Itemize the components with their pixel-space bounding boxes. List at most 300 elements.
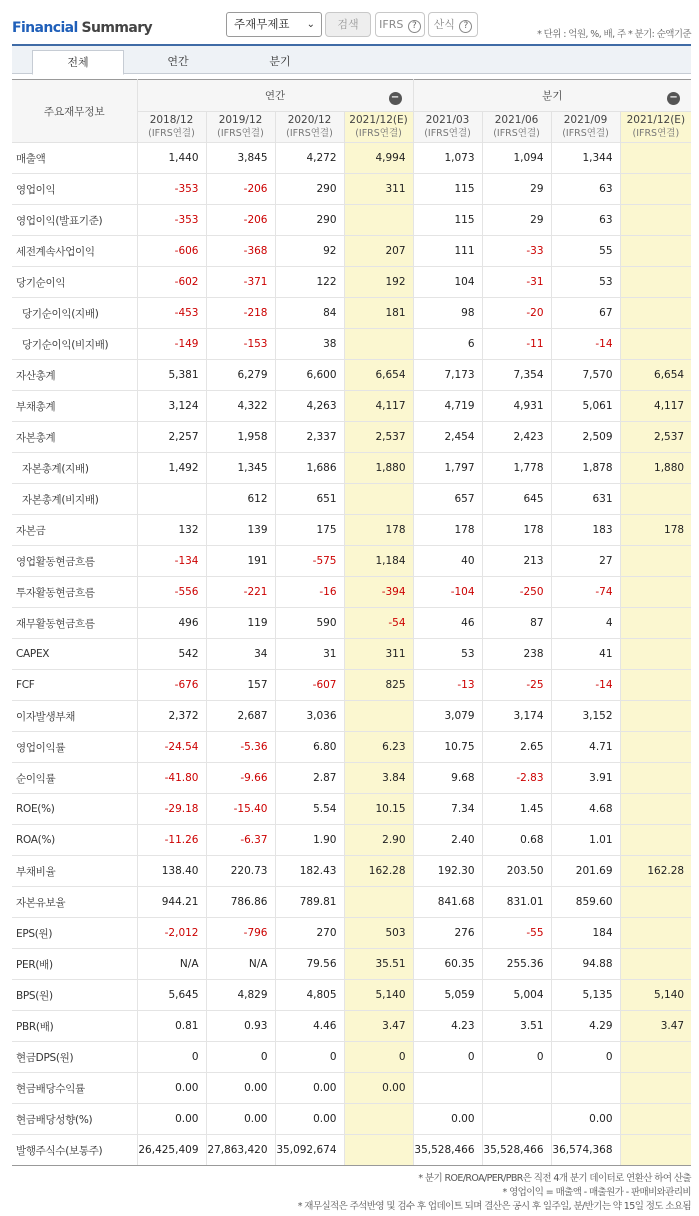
table-cell: 115 — [413, 174, 482, 205]
table-cell: 7,173 — [413, 360, 482, 391]
table-cell: 4,117 — [344, 391, 413, 422]
table-row — [12, 825, 691, 856]
ifrs-help-button[interactable] — [375, 12, 425, 37]
table-cell: 1,686 — [275, 453, 344, 484]
table-cell: 2.90 — [344, 825, 413, 856]
table-cell — [620, 639, 691, 670]
table-cell: -25 — [482, 670, 551, 701]
table-cell: -14 — [551, 329, 620, 360]
table-cell: 183 — [551, 515, 620, 546]
table-cell: -2.83 — [482, 763, 551, 794]
footnote: * 재무실적은 주석반영 및 검수 후 업데이트 되며 결산은 공시 후 일주일, 분/반기는 약 15일 정도 소요됨 — [297, 1201, 691, 1212]
row-label: 자산총계 — [12, 360, 137, 391]
ifrs-label: IFRS — [379, 18, 404, 31]
table-cell — [620, 763, 691, 794]
table-cell: 645 — [482, 484, 551, 515]
table-cell — [620, 174, 691, 205]
row-label: 당기순이익(비지배) — [12, 329, 137, 360]
table-row — [12, 577, 691, 608]
table-cell: 1.01 — [551, 825, 620, 856]
table-cell: 60.35 — [413, 949, 482, 980]
table-cell: 36,574,368 — [551, 1135, 620, 1166]
table-cell: 2,687 — [206, 701, 275, 732]
table-cell: 1.90 — [275, 825, 344, 856]
table-cell: 311 — [344, 174, 413, 205]
table-cell — [620, 701, 691, 732]
table-cell: 182.43 — [275, 856, 344, 887]
table-cell: 4,272 — [275, 143, 344, 174]
table-cell: 0.00 — [275, 1104, 344, 1135]
table-cell: 0.00 — [206, 1073, 275, 1104]
table-cell: 27,863,420 — [206, 1135, 275, 1166]
period-tabs — [12, 44, 691, 74]
table-cell: 10.15 — [344, 794, 413, 825]
table-cell: -607 — [275, 670, 344, 701]
table-cell: -104 — [413, 577, 482, 608]
table-row — [12, 205, 691, 236]
table-cell: 290 — [275, 205, 344, 236]
table-cell: 31 — [275, 639, 344, 670]
table-cell: 1,492 — [137, 453, 206, 484]
table-cell: 944.21 — [137, 887, 206, 918]
table-cell — [620, 825, 691, 856]
formula-label: 산식 — [433, 18, 455, 31]
top-bar — [0, 0, 699, 44]
table-cell: 139 — [206, 515, 275, 546]
table-cell: 4,829 — [206, 980, 275, 1011]
table-cell: 4.68 — [551, 794, 620, 825]
table-cell: 5,381 — [137, 360, 206, 391]
table-cell: 0 — [275, 1042, 344, 1073]
row-label: 영업이익(발표기준) — [12, 205, 137, 236]
table-cell: -14 — [551, 670, 620, 701]
table-cell: 94.88 — [551, 949, 620, 980]
row-label: 부채비율 — [12, 856, 137, 887]
table-row — [12, 360, 691, 391]
report-type-select[interactable] — [226, 12, 322, 37]
table-cell: 10.75 — [413, 732, 482, 763]
table-cell: 191 — [206, 546, 275, 577]
column-basis: (IFRS연결) — [148, 128, 195, 139]
table-row — [12, 670, 691, 701]
table-cell: 41 — [551, 639, 620, 670]
table-cell: 87 — [482, 608, 551, 639]
table-cell: 2.65 — [482, 732, 551, 763]
page-title — [12, 20, 152, 36]
table-cell: -55 — [482, 918, 551, 949]
table-cell: -31 — [482, 267, 551, 298]
table-cell: 4,805 — [275, 980, 344, 1011]
table-cell: N/A — [206, 949, 275, 980]
table-cell: -368 — [206, 236, 275, 267]
table-row — [12, 1011, 691, 1042]
table-cell: 6,654 — [344, 360, 413, 391]
column-period: 2021/03 — [425, 114, 470, 126]
table-cell: 104 — [413, 267, 482, 298]
footnote: * 분기 ROE/ROA/PER/PBR은 직전 4개 분기 데이터로 연환산 하여 산출 — [418, 1173, 691, 1184]
table-cell: 5,140 — [344, 980, 413, 1011]
table-cell: -153 — [206, 329, 275, 360]
annual-group-label: 연간 — [264, 90, 286, 102]
table-row — [12, 639, 691, 670]
table-row — [12, 1042, 691, 1073]
column-header — [413, 112, 482, 143]
table-cell: -16 — [275, 577, 344, 608]
table-cell: 3,124 — [137, 391, 206, 422]
table-row — [12, 422, 691, 453]
table-cell: 311 — [344, 639, 413, 670]
table-cell: 255.36 — [482, 949, 551, 980]
table-cell: 35,528,466 — [482, 1135, 551, 1166]
table-cell: N/A — [137, 949, 206, 980]
column-header — [482, 112, 551, 143]
table-row — [12, 887, 691, 918]
table-cell: -556 — [137, 577, 206, 608]
row-label: 영업활동현금흐름 — [12, 546, 137, 577]
table-cell: 162.28 — [344, 856, 413, 887]
table-cell: -371 — [206, 267, 275, 298]
table-cell: -54 — [344, 608, 413, 639]
table-row — [12, 1104, 691, 1135]
table-row — [12, 1135, 691, 1166]
table-cell: 40 — [413, 546, 482, 577]
table-body — [12, 143, 691, 1166]
row-label: 세전계속사업이익 — [12, 236, 137, 267]
column-basis: (IFRS연결) — [355, 128, 402, 139]
table-cell — [620, 577, 691, 608]
table-cell: 5,059 — [413, 980, 482, 1011]
column-header — [275, 112, 344, 143]
row-label: 현금배당성향(%) — [12, 1104, 137, 1135]
table-cell: 2,257 — [137, 422, 206, 453]
table-cell: 2,454 — [413, 422, 482, 453]
table-cell — [344, 1135, 413, 1166]
table-cell: 1,440 — [137, 143, 206, 174]
table-cell: -218 — [206, 298, 275, 329]
table-cell: 2,509 — [551, 422, 620, 453]
table-cell: 9.68 — [413, 763, 482, 794]
table-cell — [137, 484, 206, 515]
table-cell: 2,537 — [620, 422, 691, 453]
table-cell: 138.40 — [137, 856, 206, 887]
table-cell: 178 — [344, 515, 413, 546]
column-period: 2018/12 — [149, 114, 194, 126]
table-cell: 270 — [275, 918, 344, 949]
table-cell — [620, 1135, 691, 1166]
table-cell: 98 — [413, 298, 482, 329]
table-cell: 6.80 — [275, 732, 344, 763]
question-icon: ? — [408, 20, 421, 33]
table-cell: 3.91 — [551, 763, 620, 794]
table-cell: 157 — [206, 670, 275, 701]
table-cell: -602 — [137, 267, 206, 298]
table-cell: 3.47 — [344, 1011, 413, 1042]
table-cell: 1,878 — [551, 453, 620, 484]
row-label: 자본총계(지배) — [12, 453, 137, 484]
table-row — [12, 732, 691, 763]
table-cell: 1,880 — [344, 453, 413, 484]
table-cell — [620, 267, 691, 298]
row-label: CAPEX — [12, 639, 137, 670]
table-cell: -353 — [137, 174, 206, 205]
table-cell: 115 — [413, 205, 482, 236]
column-header — [620, 112, 691, 143]
table-cell — [620, 298, 691, 329]
column-header — [137, 112, 206, 143]
table-cell: 35.51 — [344, 949, 413, 980]
table-row — [12, 236, 691, 267]
table-cell: 841.68 — [413, 887, 482, 918]
table-row — [12, 980, 691, 1011]
table-cell: 53 — [551, 267, 620, 298]
footnote: * 영업이익 = 매출액 - 매출원가 - 판매비와관리비 — [502, 1187, 691, 1198]
row-label: 영업이익 — [12, 174, 137, 205]
table-row — [12, 143, 691, 174]
table-cell: -394 — [344, 577, 413, 608]
table-cell — [620, 329, 691, 360]
table-cell: 3,174 — [482, 701, 551, 732]
row-label: FCF — [12, 670, 137, 701]
row-label: 발행주식수(보통주) — [12, 1135, 137, 1166]
table-cell: 5,135 — [551, 980, 620, 1011]
table-cell: 2,423 — [482, 422, 551, 453]
table-cell: 238 — [482, 639, 551, 670]
column-period: 2021/09 — [563, 114, 608, 126]
table-cell: 3,036 — [275, 701, 344, 732]
row-label: BPS(원) — [12, 980, 137, 1011]
table-cell: 175 — [275, 515, 344, 546]
column-header — [344, 112, 413, 143]
row-label: 이자발생부채 — [12, 701, 137, 732]
table-cell: 213 — [482, 546, 551, 577]
table-cell: 5,004 — [482, 980, 551, 1011]
column-header — [551, 112, 620, 143]
table-cell: 203.50 — [482, 856, 551, 887]
table-cell: 0.68 — [482, 825, 551, 856]
table-cell: 84 — [275, 298, 344, 329]
row-label: 재무활동현금흐름 — [12, 608, 137, 639]
table-row — [12, 701, 691, 732]
table-cell: 4.71 — [551, 732, 620, 763]
table-cell — [620, 484, 691, 515]
table-cell: -13 — [413, 670, 482, 701]
table-cell: 590 — [275, 608, 344, 639]
table-cell — [344, 205, 413, 236]
table-cell: 0 — [551, 1042, 620, 1073]
table-cell: 290 — [275, 174, 344, 205]
column-basis: (IFRS연결) — [632, 128, 680, 139]
table-cell: 53 — [413, 639, 482, 670]
column-header — [206, 112, 275, 143]
table-cell — [620, 794, 691, 825]
table-cell: 5.54 — [275, 794, 344, 825]
table-cell: -353 — [137, 205, 206, 236]
table-cell: -206 — [206, 174, 275, 205]
table-cell: -221 — [206, 577, 275, 608]
table-cell: -11 — [482, 329, 551, 360]
table-row — [12, 267, 691, 298]
table-cell: 503 — [344, 918, 413, 949]
table-cell: 34 — [206, 639, 275, 670]
table-cell: -5.36 — [206, 732, 275, 763]
table-cell: 0 — [137, 1042, 206, 1073]
column-basis: (IFRS연결) — [562, 128, 609, 139]
table-cell: 1,094 — [482, 143, 551, 174]
column-basis: (IFRS연결) — [217, 128, 264, 139]
tab-annual[interactable]: 연간 — [167, 55, 189, 68]
row-label: 현금DPS(원) — [12, 1042, 137, 1073]
table-cell: 1.45 — [482, 794, 551, 825]
search-button[interactable]: 검색 — [325, 12, 371, 37]
table-cell: 2,337 — [275, 422, 344, 453]
row-label: 당기순이익 — [12, 267, 137, 298]
table-cell: 4,117 — [620, 391, 691, 422]
annual-group-header — [137, 80, 413, 112]
table-cell — [620, 1073, 691, 1104]
table-cell: -453 — [137, 298, 206, 329]
table-cell: 63 — [551, 174, 620, 205]
table-cell: 35,092,674 — [275, 1135, 344, 1166]
table-cell — [413, 1073, 482, 1104]
table-cell — [482, 1104, 551, 1135]
table-cell: 55 — [551, 236, 620, 267]
table-cell: 0.00 — [413, 1104, 482, 1135]
tab-quarterly[interactable]: 분기 — [269, 55, 291, 68]
report-type-value: 주재무제표 — [234, 17, 290, 31]
table-cell: -24.54 — [137, 732, 206, 763]
table-cell: 7,354 — [482, 360, 551, 391]
table-cell: 122 — [275, 267, 344, 298]
table-cell: 7,570 — [551, 360, 620, 391]
table-cell — [620, 918, 691, 949]
table-cell: 786.86 — [206, 887, 275, 918]
table-cell — [620, 732, 691, 763]
table-cell: 178 — [413, 515, 482, 546]
table-cell: 0.81 — [137, 1011, 206, 1042]
table-cell — [551, 1073, 620, 1104]
financial-summary-table-wrap — [12, 79, 691, 1166]
table-cell: 1,958 — [206, 422, 275, 453]
table-cell: -796 — [206, 918, 275, 949]
table-row — [12, 546, 691, 577]
row-label: 순이익률 — [12, 763, 137, 794]
table-cell: 496 — [137, 608, 206, 639]
table-cell — [344, 329, 413, 360]
column-period: 2021/12(E) — [349, 114, 408, 126]
column-period: 2020/12 — [287, 114, 332, 126]
table-row — [12, 856, 691, 887]
corner-header: 주요재무정보 — [12, 80, 137, 143]
table-cell — [620, 670, 691, 701]
table-cell: 29 — [482, 205, 551, 236]
table-cell: -11.26 — [137, 825, 206, 856]
table-cell: 27 — [551, 546, 620, 577]
table-row — [12, 949, 691, 980]
table-cell: 5,645 — [137, 980, 206, 1011]
table-row — [12, 391, 691, 422]
table-cell: 0.00 — [275, 1073, 344, 1104]
question-icon: ? — [459, 20, 472, 33]
table-cell: 1,778 — [482, 453, 551, 484]
table-cell: 859.60 — [551, 887, 620, 918]
table-cell: 0 — [344, 1042, 413, 1073]
table-cell: 4,994 — [344, 143, 413, 174]
table-cell — [344, 887, 413, 918]
table-cell: 79.56 — [275, 949, 344, 980]
table-cell: 789.81 — [275, 887, 344, 918]
table-cell: 1,880 — [620, 453, 691, 484]
table-cell: 220.73 — [206, 856, 275, 887]
table-cell: 4 — [551, 608, 620, 639]
brand-part1: Financial — [12, 20, 78, 36]
table-cell: -606 — [137, 236, 206, 267]
collapse-annual-icon[interactable]: − — [389, 92, 402, 105]
table-cell: 0.00 — [137, 1104, 206, 1135]
table-cell: 6,654 — [620, 360, 691, 391]
table-cell: 6 — [413, 329, 482, 360]
table-cell: 3.51 — [482, 1011, 551, 1042]
table-cell: 192 — [344, 267, 413, 298]
table-cell: 4.29 — [551, 1011, 620, 1042]
table-cell — [620, 949, 691, 980]
table-cell: -676 — [137, 670, 206, 701]
table-cell: 4.23 — [413, 1011, 482, 1042]
table-cell — [620, 887, 691, 918]
table-cell: -2,012 — [137, 918, 206, 949]
tab-all[interactable]: 전체 — [32, 50, 124, 75]
chevron-down-icon: ⌄ — [306, 19, 315, 30]
table-cell: 1,345 — [206, 453, 275, 484]
table-cell: 5,061 — [551, 391, 620, 422]
table-cell: 2.87 — [275, 763, 344, 794]
formula-help-button[interactable] — [428, 12, 478, 37]
table-row — [12, 515, 691, 546]
table-cell: -33 — [482, 236, 551, 267]
table-row — [12, 329, 691, 360]
table-cell — [344, 1104, 413, 1135]
table-row — [12, 794, 691, 825]
table-cell: 4,719 — [413, 391, 482, 422]
table-cell: 38 — [275, 329, 344, 360]
table-cell: 46 — [413, 608, 482, 639]
column-period: 2021/06 — [494, 114, 539, 126]
table-cell: 0.93 — [206, 1011, 275, 1042]
table-cell: 276 — [413, 918, 482, 949]
table-cell: 4.46 — [275, 1011, 344, 1042]
table-cell: 111 — [413, 236, 482, 267]
table-cell: 1,073 — [413, 143, 482, 174]
table-cell: -149 — [137, 329, 206, 360]
table-cell: 3,845 — [206, 143, 275, 174]
table-cell: 3,152 — [551, 701, 620, 732]
column-basis: (IFRS연결) — [286, 128, 333, 139]
collapse-quarter-icon[interactable]: − — [667, 92, 680, 105]
table-cell: 26,425,409 — [137, 1135, 206, 1166]
column-basis: (IFRS연결) — [493, 128, 540, 139]
row-label: PBR(배) — [12, 1011, 137, 1042]
table-cell — [620, 1104, 691, 1135]
table-cell: 631 — [551, 484, 620, 515]
table-row — [12, 484, 691, 515]
table-cell — [620, 608, 691, 639]
table-cell: 1,797 — [413, 453, 482, 484]
table-cell: 0 — [413, 1042, 482, 1073]
table-cell — [620, 1042, 691, 1073]
table-cell: 2.40 — [413, 825, 482, 856]
table-cell: 29 — [482, 174, 551, 205]
table-cell: 67 — [551, 298, 620, 329]
table-cell: 0.00 — [206, 1104, 275, 1135]
